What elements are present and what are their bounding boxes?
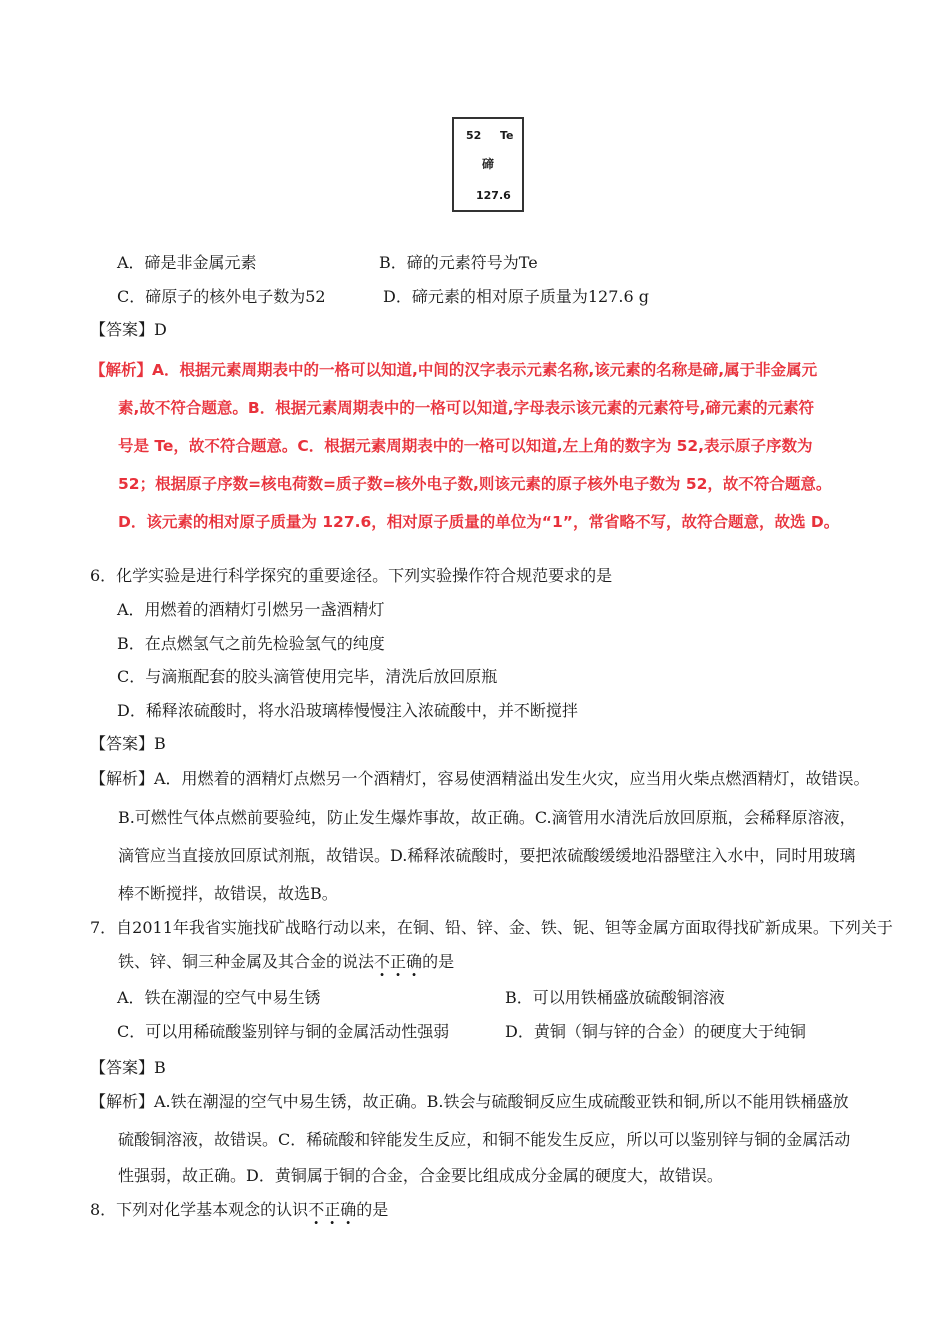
q6-answer: 【答案】B	[90, 734, 166, 753]
q6-explanation-line-1: 【解析】A．用燃着的酒精灯点燃另一个酒精灯，容易使酒精溢出发生火灾，应当用火柴点燃酒精灯，故错误。	[90, 769, 870, 788]
q5-option-b: B．碲的元素符号为Te	[379, 253, 538, 272]
q6-explanation-line-2: B.可燃性气体点燃前要验纯，防止发生爆炸事故，故正确。C.滴管用水清洗后放回原瓶，会稀释原溶液，	[118, 808, 856, 827]
q7-stem-line-2	[118, 952, 454, 972]
element-symbol: Te	[500, 129, 514, 142]
q7-stem-line-1: 7．自2011年我省实施找矿战略行动以来，在铜、铅、锌、金、铁、铌、钽等金属方面取得找矿新成果。下列关于	[90, 918, 893, 937]
atomic-number: 52	[466, 129, 482, 142]
q8-stem	[90, 1200, 388, 1220]
q7-option-c: C．可以用稀硫酸鉴别锌与铜的金属活动性强弱	[117, 1022, 450, 1041]
q5-option-d: D．碲元素的相对原子质量为127.6 g	[383, 287, 649, 306]
q8-emphasis-char: 确	[340, 1200, 357, 1219]
q7-emphasis-char: 确	[406, 952, 423, 971]
q7-emphasis-char: 不	[374, 952, 391, 971]
q6-option-d: D．稀释浓硫酸时，将水沿玻璃棒慢慢注入浓硫酸中，并不断搅拌	[117, 701, 578, 720]
q5-explanation-line-2: 素,故不符合题意。B．根据元素周期表中的一格可以知道,字母表示该元素的元素符号,碲元素的元素符	[118, 399, 814, 417]
q5-option-a: A．碲是非金属元素	[117, 253, 257, 272]
q5-option-c: C．碲原子的核外电子数为52	[117, 287, 326, 306]
q5-explanation-line-3: 号是 Te，故不符合题意。C．根据元素周期表中的一格可以知道,左上角的数字为 52,表示原子序数为	[118, 437, 813, 455]
q6-explanation-line-3: 滴管应当直接放回原试剂瓶，故错误。D.稀释浓硫酸时，要把浓硫酸缓缓地沿器壁注入水中，同时用玻璃	[118, 846, 856, 865]
q7-option-d: D．黄铜（铜与锌的合金）的硬度大于纯铜	[505, 1022, 806, 1041]
element-name: 碲	[482, 157, 495, 171]
q5-explanation-line-5: D．该元素的相对原子质量为 127.6，相对原子质量的单位为“1”，常省略不写，故符合题意，故选 D。	[118, 513, 840, 531]
q8-emphasis-char: 不	[308, 1200, 325, 1219]
q6-stem: 6．化学实验是进行科学探究的重要途径。下列实验操作符合规范要求的是	[90, 566, 613, 585]
q5-answer: 【答案】D	[90, 320, 167, 339]
q8-stem-prefix: 8．下列对化学基本观念的认识	[90, 1200, 309, 1219]
q6-explanation-line-4: 棒不断搅拌，故错误，故选B。	[118, 884, 338, 903]
q7-stem-suffix: 的是	[422, 952, 455, 971]
q7-stem-prefix: 铁、锌、铜三种金属及其合金的说法	[118, 952, 375, 971]
q7-explanation-line-1: 【解析】A.铁在潮湿的空气中易生锈，故正确。B.铁会与硫酸铜反应生成硫酸亚铁和铜,所以不能用铁桶盛放	[90, 1092, 849, 1111]
q7-emphasis-char: 正	[390, 952, 407, 971]
q7-option-a: A．铁在潮湿的空气中易生锈	[117, 988, 321, 1007]
q8-stem-suffix: 的是	[356, 1200, 389, 1219]
q7-option-b: B．可以用铁桶盛放硫酸铜溶液	[505, 988, 725, 1007]
q7-explanation-line-3: 性强弱，故正确。D．黄铜属于铜的合金，合金要比组成成分金属的硬度大，故错误。	[118, 1166, 723, 1185]
atomic-mass: 127.6	[476, 189, 511, 202]
q5-explanation-line-1: 【解析】A．根据元素周期表中的一格可以知道,中间的汉字表示元素名称,该元素的名称是碲,属于非金属元	[90, 361, 818, 379]
q8-emphasis-char: 正	[324, 1200, 341, 1219]
q7-answer: 【答案】B	[90, 1058, 166, 1077]
q6-option-c: C．与滴瓶配套的胶头滴管使用完毕，清洗后放回原瓶	[117, 667, 498, 686]
periodic-table-cell	[452, 117, 524, 212]
q5-explanation-line-4: 52；根据原子序数=核电荷数=质子数=核外电子数,则该元素的原子核外电子数为 52，故不符合题意。	[118, 475, 832, 493]
q7-explanation-line-2: 硫酸铜溶液，故错误。C．稀硫酸和锌能发生反应，和铜不能发生反应，所以可以鉴别锌与铜的金属活动	[118, 1130, 851, 1149]
q6-option-a: A．用燃着的酒精灯引燃另一盏酒精灯	[117, 600, 385, 619]
q6-option-b: B．在点燃氢气之前先检验氢气的纯度	[117, 634, 385, 653]
